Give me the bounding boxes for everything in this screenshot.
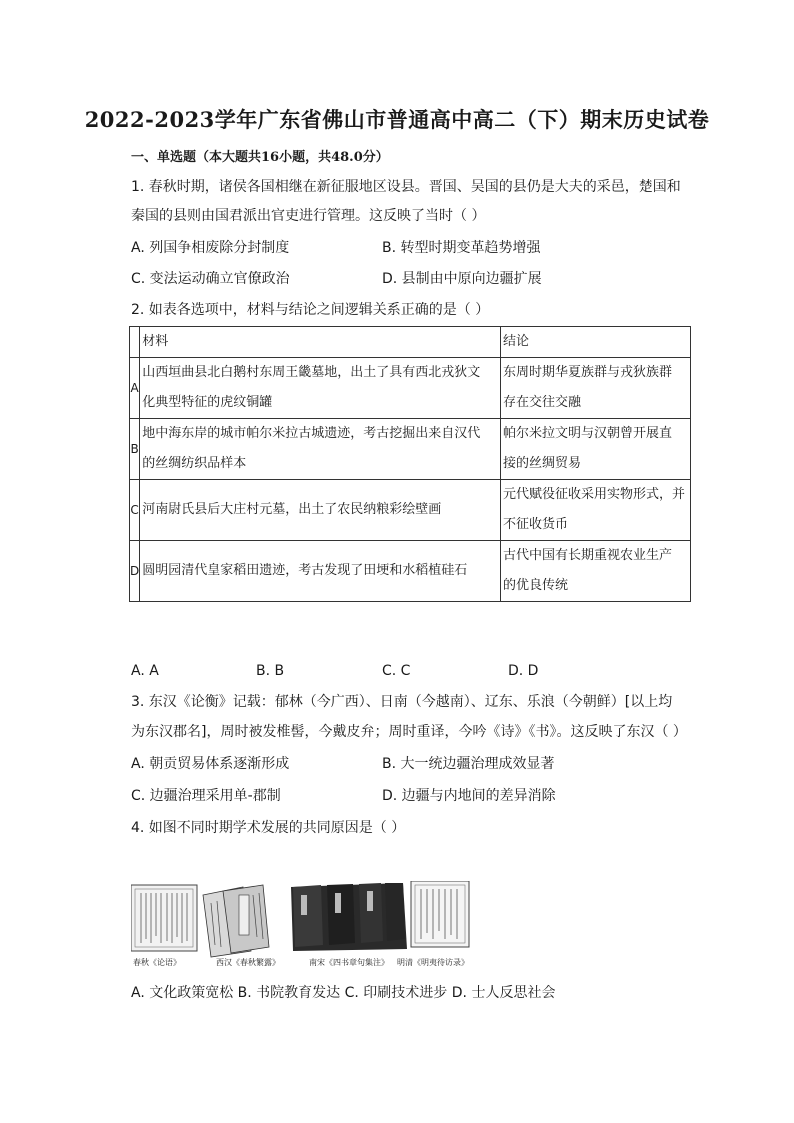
caption-mingyi-daifanglu: 明清《明夷待访录》 bbox=[397, 958, 469, 967]
table-header-conclusion: 结论 bbox=[501, 327, 691, 358]
table-header-label bbox=[130, 327, 140, 358]
mingyi-daifanglu-image bbox=[411, 881, 469, 947]
row-material-line2: 化典型特征的虎纹铜罐 bbox=[142, 395, 273, 410]
row-conclusion-line1: 帕尔米拉文明与汉朝曾开展直 bbox=[503, 426, 673, 441]
row-label: C bbox=[130, 480, 140, 541]
q2-option-a: A. A bbox=[131, 663, 159, 679]
row-material-line1: 地中海东岸的城市帕尔米拉古城遗迹，考古挖掘出来自汉代 bbox=[142, 426, 481, 441]
q1-option-d: D. 县制由中原向边疆扩展 bbox=[382, 271, 542, 287]
q2-option-c: C. C bbox=[382, 663, 411, 679]
q1-stem-line2: 秦国的县则由国君派出官吏进行管理。这反映了当时（ ） bbox=[131, 208, 486, 224]
row-label: D bbox=[130, 541, 140, 602]
q4-stem: 4. 如图不同时期学术发展的共同原因是（ ） bbox=[131, 820, 406, 836]
q3-option-a: A. 朝贡贸易体系逐渐形成 bbox=[131, 756, 290, 772]
row-conclusion-line2: 不征收货币 bbox=[503, 517, 569, 532]
q2-option-d: D. D bbox=[508, 663, 539, 679]
q3-option-b: B. 大一统边疆治理成效显著 bbox=[382, 756, 555, 772]
row-conclusion bbox=[501, 358, 691, 419]
row-conclusion-line1: 元代赋役征收采用实物形式，并 bbox=[503, 487, 686, 502]
row-conclusion bbox=[501, 480, 691, 541]
row-material-line1: 圆明园清代皇家稻田遗迹，考古发现了田埂和水稻植硅石 bbox=[142, 563, 468, 578]
table-row bbox=[130, 419, 691, 480]
table-header-row bbox=[130, 327, 691, 358]
row-conclusion-line1: 东周时期华夏族群与戎狄族群 bbox=[503, 365, 673, 380]
row-material-line1: 山西垣曲县北白鹅村东周王畿墓地，出土了具有西北戎狄文 bbox=[142, 365, 481, 380]
row-conclusion bbox=[501, 541, 691, 602]
sishu-jizhu-image bbox=[291, 883, 407, 951]
q3-stem-line1: 3. 东汉《论衡》记载：郁林（今广西）、日南（今越南）、辽东、乐浪（今朝鲜）[以上均 bbox=[131, 694, 673, 710]
q3-stem-line2: 为东汉郡名]，周时被发椎髻，今戴皮弁；周时重译，今吟《诗》《书》。这反映了东汉（ ） bbox=[131, 724, 687, 740]
q1-option-b: B. 转型时期变革趋势增强 bbox=[382, 240, 541, 256]
row-label: B bbox=[130, 419, 140, 480]
q1-stem-line1: 1. 春秋时期，诸侯各国相继在新征服地区设县。晋国、吴国的县仍是大夫的采邑，楚国和 bbox=[131, 179, 681, 195]
row-material-line2: 的丝绸纺织品样本 bbox=[142, 456, 247, 471]
q2-table bbox=[129, 326, 691, 602]
caption-lunyu: 春秋《论语》 bbox=[133, 958, 181, 967]
table-header-material: 材料 bbox=[140, 327, 501, 358]
book-images-figure bbox=[131, 881, 471, 973]
row-material bbox=[140, 358, 501, 419]
row-material bbox=[140, 419, 501, 480]
caption-chunqiu-fanlu: 西汉《春秋繁露》 bbox=[216, 958, 280, 967]
row-material bbox=[140, 541, 501, 602]
section-heading: 一、单选题（本大题共16小题，共48.0分） bbox=[131, 150, 389, 165]
row-conclusion-line2: 存在交往交融 bbox=[503, 395, 582, 410]
chunqiu-fanlu-image bbox=[203, 885, 269, 957]
row-label: A bbox=[130, 358, 140, 419]
q4-options: A. 文化政策宽松 B. 书院教育发达 C. 印刷技术进步 D. 士人反思社会 bbox=[131, 985, 556, 1001]
table-row bbox=[130, 541, 691, 602]
q2-option-b: B. B bbox=[256, 663, 285, 679]
caption-sishu-jizhu: 南宋《四书章句集注》 bbox=[309, 958, 389, 967]
q3-option-d: D. 边疆与内地间的差异消除 bbox=[382, 788, 556, 804]
q2-stem: 2. 如表各选项中，材料与结论之间逻辑关系正确的是（ ） bbox=[131, 302, 490, 318]
q1-option-a: A. 列国争相废除分封制度 bbox=[131, 240, 290, 256]
row-conclusion-line1: 古代中国有长期重视农业生产 bbox=[503, 548, 673, 563]
q1-option-c: C. 变法运动确立官僚政治 bbox=[131, 271, 290, 287]
row-material bbox=[140, 480, 501, 541]
page-title: 2022-2023学年广东省佛山市普通高中高二（下）期末历史试卷 bbox=[84, 107, 710, 132]
table-row bbox=[130, 358, 691, 419]
row-conclusion-line2: 接的丝绸贸易 bbox=[503, 456, 582, 471]
row-conclusion bbox=[501, 419, 691, 480]
lunyu-image bbox=[131, 885, 197, 951]
table-row bbox=[130, 480, 691, 541]
row-conclusion-line2: 的优良传统 bbox=[503, 578, 569, 593]
q3-option-c: C. 边疆治理采用单-郡制 bbox=[131, 788, 281, 804]
row-material-line1: 河南尉氏县后大庄村元墓，出土了农民纳粮彩绘壁画 bbox=[142, 502, 442, 517]
